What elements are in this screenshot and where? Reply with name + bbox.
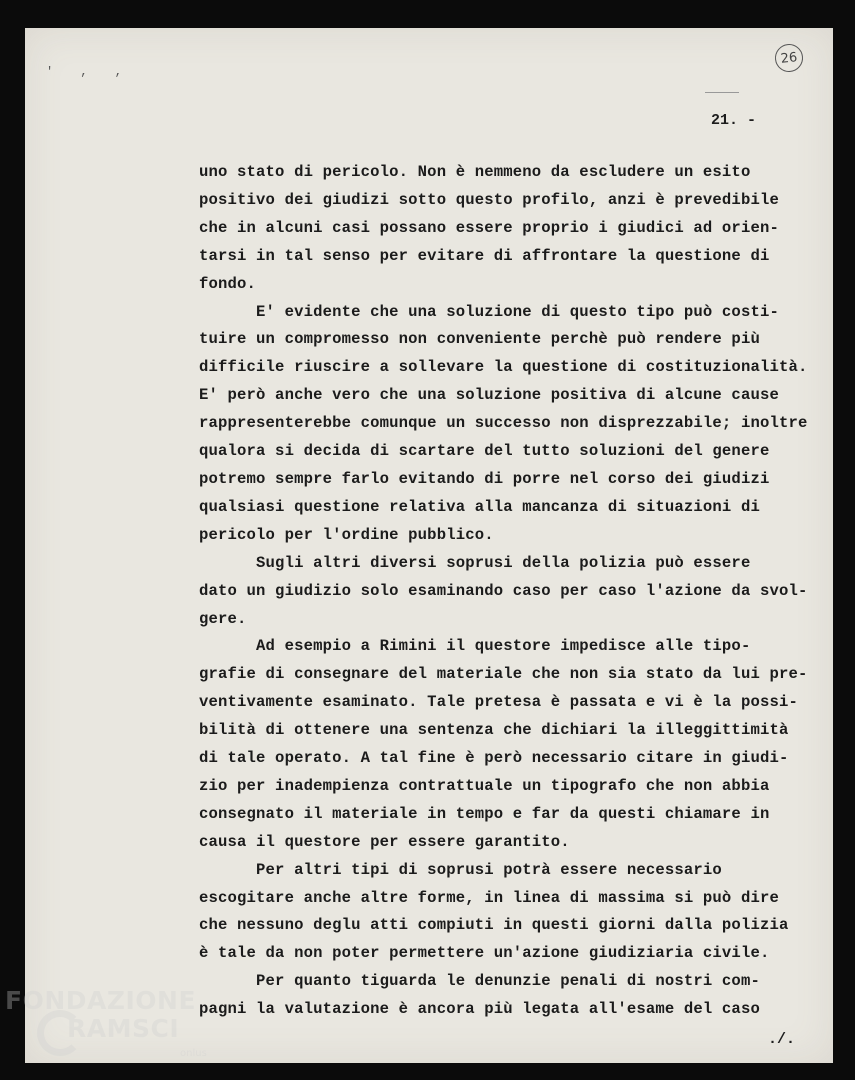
watermark-line1: FONDAZIONE: [5, 986, 197, 1015]
text-line: uno stato di pericolo. Non è nemmeno da escludere un esito: [199, 163, 751, 181]
text-line: che nessuno deglu atti compiuti in questi giorni dalla polizia: [199, 916, 789, 934]
text-line: dato un giudizio solo esaminando caso per caso l'azione da svol-: [199, 582, 808, 600]
text-line: fondo.: [199, 275, 257, 293]
text-line: E' evidente che una soluzione di questo tipo può costi-: [199, 303, 779, 321]
text-line: tuire un compromesso non conveniente perchè può rendere più: [199, 330, 760, 348]
text-line: E' però anche vero che una soluzione positiva di alcune cause: [199, 386, 779, 404]
page-number: 21. -: [711, 112, 757, 129]
text-line: positivo dei giudizi sotto questo profilo, anzi è prevedibile: [199, 191, 779, 209]
text-line: Per quanto tiguarda le denunzie penali di nostri com-: [199, 972, 760, 990]
text-line: escogitare anche altre forme, in linea di massima si può dire: [199, 889, 779, 907]
stray-marks: ' , ,: [46, 65, 133, 79]
text-line: Ad esempio a Rimini il questore impedisce alle tipo-: [199, 637, 751, 655]
text-line: potremo sempre farlo evitando di porre nel corso dei giudizi: [199, 470, 770, 488]
text-line: che in alcuni casi possano essere proprio i giudici ad orien-: [199, 219, 779, 237]
text-line: qualora si decida di scartare del tutto soluzioni del genere: [199, 442, 770, 460]
text-line: rappresenterebbe comunque un successo non disprezzabile; inoltre: [199, 414, 808, 432]
text-line: pericolo per l'ordine pubblico.: [199, 526, 494, 544]
text-line: bilità di ottenere una sentenza che dichiari la illeggittimità: [199, 721, 789, 739]
text-line: grafie di consegnare del materiale che non sia stato da lui pre-: [199, 665, 808, 683]
text-line: causa il questore per essere garantito.: [199, 833, 570, 851]
text-line: è tale da non poter permettere un'azione giudiziaria civile.: [199, 944, 770, 962]
text-line: qualsiasi questione relativa alla mancanza di situazioni di: [199, 498, 760, 516]
text-line: Sugli altri diversi soprusi della polizia può essere: [199, 554, 751, 572]
text-line: difficile riuscire a sollevare la questione di costituzionalità.: [199, 358, 808, 376]
pencil-mark: [705, 92, 739, 93]
text-line: pagni la valutazione è ancora più legata all'esame del caso: [199, 1000, 760, 1018]
watermark-line2: RAMSCI: [67, 1014, 180, 1043]
archive-number-stamp: 26: [774, 43, 805, 74]
text-line: zio per inadempienza contrattuale un tipografo che non abbia: [199, 777, 770, 795]
text-line: gere.: [199, 610, 247, 628]
text-line: consegnato il materiale in tempo e far da questi chiamare in: [199, 805, 770, 823]
text-line: di tale operato. A tal fine è però necessario citare in giudi-: [199, 749, 789, 767]
text-line: Per altri tipi di soprusi potrà essere necessario: [199, 861, 722, 879]
continuation-mark: ./.: [768, 1031, 796, 1048]
text-line: ventivamente esaminato. Tale pretesa è passata e vi è la possi-: [199, 693, 798, 711]
watermark-line3: onlus: [180, 1048, 207, 1059]
text-line: tarsi in tal senso per evitare di affrontare la questione di: [199, 247, 770, 265]
fondazione-gramsci-watermark: [5, 986, 215, 1076]
